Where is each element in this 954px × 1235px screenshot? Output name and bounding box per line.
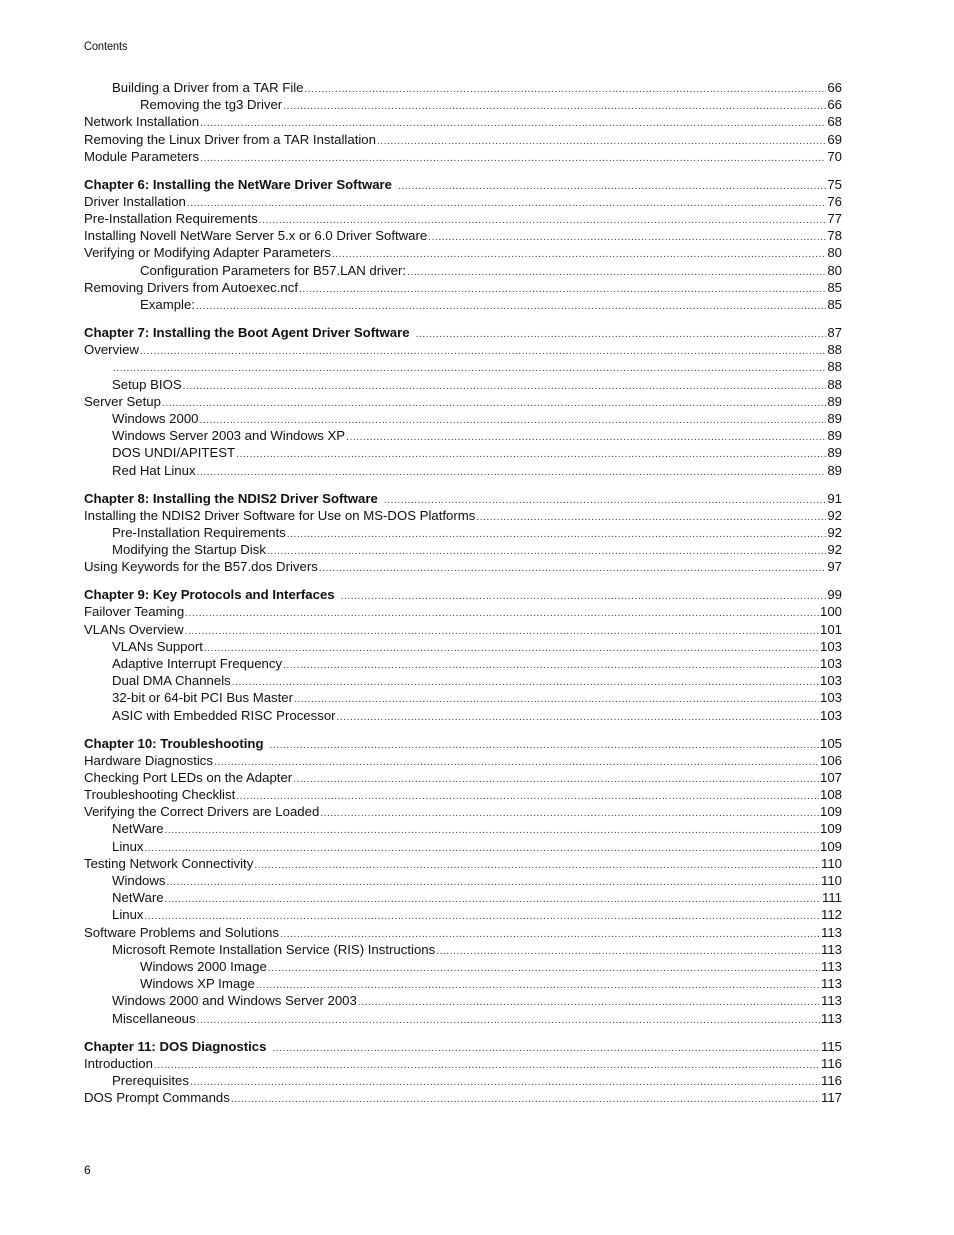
dot-leader bbox=[190, 1074, 820, 1089]
dot-leader bbox=[272, 1040, 819, 1055]
dot-leader bbox=[256, 977, 820, 992]
dot-leader bbox=[231, 1091, 820, 1106]
toc-entry-page: 108 bbox=[819, 787, 842, 803]
toc-chapter-heading[interactable] bbox=[84, 490, 842, 507]
toc-entry[interactable] bbox=[84, 462, 842, 479]
toc-entry-page: 116 bbox=[820, 1072, 842, 1088]
toc-entry-page: 110 bbox=[820, 855, 842, 871]
toc-entry-title: Chapter 10: Troubleshooting bbox=[84, 735, 264, 751]
toc-entry-page: 100 bbox=[819, 604, 842, 620]
toc-entry-title: Chapter 7: Installing the Boot Agent Driver Software bbox=[84, 325, 410, 341]
toc-entry-page: 103 bbox=[819, 656, 842, 671]
dot-leader bbox=[280, 926, 820, 941]
toc-entry[interactable] bbox=[84, 672, 842, 689]
toc-entry-title: Red Hat Linux bbox=[112, 462, 196, 478]
running-header: Contents bbox=[84, 39, 128, 53]
toc-chapter-heading[interactable] bbox=[84, 1038, 842, 1055]
dot-leader bbox=[232, 674, 819, 689]
toc-entry-page: 87 bbox=[827, 325, 842, 341]
toc-entry-page: 103 bbox=[819, 638, 842, 654]
toc-entry-title: Chapter 9: Key Protocols and Interfaces bbox=[84, 587, 335, 603]
toc-entry-page: 89 bbox=[827, 445, 842, 461]
dot-leader bbox=[320, 805, 819, 820]
toc-entry-title: Windows Server 2003 and Windows XP bbox=[112, 428, 346, 444]
dot-leader bbox=[200, 115, 826, 130]
toc-entry-title: Removing the tg3 Driver bbox=[140, 97, 283, 113]
toc-entry[interactable] bbox=[84, 1055, 842, 1072]
toc-entry-title: Windows bbox=[112, 873, 166, 889]
toc-entry[interactable] bbox=[84, 1089, 842, 1106]
toc-entry-title: Modifying the Startup Disk bbox=[112, 542, 266, 558]
toc-entry-title: Configuration Parameters for B57.LAN driver: bbox=[140, 262, 407, 278]
dot-leader bbox=[270, 737, 819, 752]
toc-entry-title: Pre-Installation Requirements bbox=[84, 211, 258, 227]
toc-entry-title: Network Installation bbox=[84, 114, 200, 130]
dot-leader bbox=[145, 840, 819, 855]
toc-entry-title: VLANs Overview bbox=[84, 621, 184, 637]
dot-leader bbox=[145, 908, 820, 923]
toc-entry-title: NetWare bbox=[112, 890, 164, 906]
toc-chapter-heading[interactable] bbox=[84, 735, 842, 752]
toc-entry-title: Using Keywords for the B57.dos Drivers bbox=[84, 559, 318, 575]
toc-entry[interactable] bbox=[84, 558, 842, 575]
toc-entry-page: 113 bbox=[820, 941, 842, 957]
dot-leader bbox=[299, 281, 826, 296]
toc-entry[interactable] bbox=[84, 410, 842, 427]
toc-chapter-heading[interactable] bbox=[84, 324, 842, 341]
dot-leader bbox=[167, 874, 820, 889]
toc-entry-page: 113 bbox=[820, 924, 842, 940]
toc-entry[interactable] bbox=[84, 193, 842, 210]
toc-entry-page: 75 bbox=[827, 176, 842, 192]
toc-entry[interactable] bbox=[84, 838, 842, 855]
dot-leader bbox=[113, 360, 826, 375]
toc-entry[interactable] bbox=[84, 655, 842, 672]
toc-entry-page: 77 bbox=[827, 211, 842, 227]
toc-entry-title: Server Setup bbox=[84, 393, 161, 409]
toc-entry[interactable] bbox=[84, 803, 842, 820]
toc-entry[interactable] bbox=[84, 1072, 842, 1089]
toc-entry-title: Verifying the Correct Drivers are Loaded bbox=[84, 804, 320, 820]
toc-entry-title: Installing the NDIS2 Driver Software for Use on MS-DOS Platforms bbox=[84, 507, 476, 523]
toc-entry-page: 109 bbox=[819, 804, 842, 820]
toc-entry-page: 80 bbox=[827, 245, 842, 261]
dot-leader bbox=[294, 691, 819, 706]
toc-entry-page: 78 bbox=[827, 228, 842, 244]
toc-entry-page: 89 bbox=[827, 428, 842, 444]
toc-entry-title: Setup BIOS bbox=[112, 376, 182, 392]
toc-entry-title: Verifying or Modifying Adapter Parameters bbox=[84, 245, 332, 261]
toc-entry-title: Example: bbox=[140, 297, 195, 313]
toc-entry-title: Hardware Diagnostics bbox=[84, 752, 213, 768]
toc-entry-page: 109 bbox=[819, 821, 842, 837]
toc-entry[interactable] bbox=[84, 603, 842, 620]
toc-entry-title: Miscellaneous bbox=[112, 1010, 196, 1026]
toc-entry-page: 88 bbox=[827, 342, 842, 358]
toc-entry-page: 70 bbox=[827, 148, 842, 164]
toc-entry-page: 88 bbox=[827, 376, 842, 392]
toc-entry-page: 116 bbox=[820, 1055, 842, 1071]
toc-entry-title: Prerequisites bbox=[112, 1072, 189, 1088]
toc-chapter-heading[interactable] bbox=[84, 586, 842, 603]
toc-entry[interactable] bbox=[84, 148, 842, 165]
toc-entry[interactable] bbox=[84, 786, 842, 803]
toc-entry[interactable] bbox=[84, 341, 842, 358]
toc-entry-title: ASIC with Embedded RISC Processor bbox=[112, 707, 336, 723]
toc-entry-title: Building a Driver from a TAR File bbox=[112, 80, 304, 95]
toc-entry[interactable] bbox=[84, 689, 842, 706]
dot-leader bbox=[214, 754, 819, 769]
toc-entry[interactable] bbox=[84, 393, 842, 410]
dot-leader bbox=[165, 891, 821, 906]
page-number: 6 bbox=[84, 1163, 91, 1177]
toc-entry-page: 92 bbox=[827, 507, 842, 523]
toc-entry-title: Testing Network Connectivity bbox=[84, 855, 254, 871]
dot-leader bbox=[183, 378, 827, 393]
toc-entry-page: 117 bbox=[820, 1090, 842, 1106]
toc-entry-page: 110 bbox=[820, 873, 842, 889]
toc-entry-page: 89 bbox=[827, 393, 842, 409]
toc-entry[interactable] bbox=[84, 872, 842, 889]
toc-entry-page: 92 bbox=[827, 542, 842, 558]
dot-leader bbox=[197, 1012, 820, 1027]
dot-leader bbox=[476, 509, 826, 524]
toc-entry-page: 115 bbox=[820, 1038, 842, 1054]
toc-entry-page: 88 bbox=[827, 359, 842, 375]
toc-entry-title: Windows 2000 Image bbox=[140, 958, 267, 974]
toc-entry[interactable] bbox=[84, 924, 842, 941]
toc-entry[interactable] bbox=[84, 889, 842, 906]
toc-entry[interactable] bbox=[84, 262, 842, 279]
dot-leader bbox=[196, 298, 826, 313]
toc-entry-title: Pre-Installation Requirements bbox=[112, 524, 286, 540]
dot-leader bbox=[236, 788, 819, 803]
toc-entry-page: 103 bbox=[819, 673, 842, 689]
dot-leader bbox=[236, 446, 826, 461]
toc-entry-page: 85 bbox=[827, 297, 842, 313]
dot-leader bbox=[140, 343, 826, 358]
toc-entry[interactable] bbox=[84, 279, 842, 296]
toc-entry-page: 89 bbox=[827, 462, 842, 478]
dot-leader bbox=[187, 195, 826, 210]
dot-leader bbox=[337, 709, 819, 724]
toc-entry[interactable] bbox=[84, 507, 842, 524]
toc-entry-page: 99 bbox=[827, 587, 842, 603]
toc-entry[interactable] bbox=[84, 79, 842, 96]
toc-entry[interactable] bbox=[84, 769, 842, 786]
toc-entry-page: 69 bbox=[827, 131, 842, 147]
toc-entry-page: 109 bbox=[819, 838, 842, 854]
toc-entry-page: 66 bbox=[827, 97, 842, 113]
toc-entry-title: DOS UNDI/APITEST bbox=[112, 445, 236, 461]
dot-leader bbox=[332, 246, 826, 261]
dot-leader bbox=[428, 229, 826, 244]
toc-entry[interactable] bbox=[84, 541, 842, 558]
toc-entry[interactable] bbox=[84, 638, 842, 655]
dot-leader bbox=[436, 943, 820, 958]
toc-entry[interactable] bbox=[84, 296, 842, 313]
toc-entry-title: Microsoft Remote Installation Service (RIS) Instructions bbox=[112, 941, 436, 957]
toc-entry[interactable] bbox=[84, 621, 842, 638]
dot-leader bbox=[259, 212, 827, 227]
toc-entry-title: Windows 2000 bbox=[112, 410, 199, 426]
toc-entry[interactable] bbox=[84, 358, 842, 375]
toc-entry-page: 113 bbox=[820, 958, 842, 974]
toc-entry[interactable] bbox=[84, 524, 842, 541]
dot-leader bbox=[197, 464, 827, 479]
dot-leader bbox=[346, 429, 826, 444]
toc-entry-page: 66 bbox=[827, 80, 842, 95]
toc-entry-title: Software Problems and Solutions bbox=[84, 924, 279, 940]
toc-entry-title: Dual DMA Channels bbox=[112, 673, 231, 689]
toc-entry-page: 101 bbox=[819, 621, 842, 637]
dot-leader bbox=[293, 771, 819, 786]
dot-leader bbox=[162, 395, 826, 410]
toc-entry-page: 89 bbox=[827, 410, 842, 426]
toc-entry-title: Removing the Linux Driver from a TAR Installation bbox=[84, 131, 376, 147]
toc-entry[interactable] bbox=[84, 941, 842, 958]
toc-entry[interactable] bbox=[84, 820, 842, 837]
toc-entry-page: 76 bbox=[827, 193, 842, 209]
toc-entry-title: Adaptive Interrupt Frequency bbox=[112, 656, 283, 671]
toc-entry[interactable] bbox=[84, 96, 842, 113]
dot-leader bbox=[305, 81, 827, 96]
toc-entry[interactable] bbox=[84, 244, 842, 261]
dot-leader bbox=[377, 133, 826, 148]
table-of-contents bbox=[84, 79, 842, 1106]
toc-entry-page: 106 bbox=[819, 752, 842, 768]
toc-entry-title: Overview bbox=[84, 342, 139, 358]
dot-leader bbox=[398, 178, 826, 193]
dot-leader bbox=[283, 657, 819, 672]
toc-entry-title: 32-bit or 64-bit PCI Bus Master bbox=[112, 690, 294, 706]
dot-leader bbox=[358, 994, 820, 1009]
toc-entry-title: Failover Teaming bbox=[84, 604, 185, 620]
dot-leader bbox=[407, 264, 826, 279]
toc-entry-page: 113 bbox=[820, 1010, 842, 1026]
toc-entry[interactable] bbox=[84, 958, 842, 975]
toc-entry-page: 107 bbox=[819, 769, 842, 785]
toc-entry-page: 111 bbox=[821, 890, 842, 906]
dot-leader bbox=[204, 640, 819, 655]
toc-entry[interactable] bbox=[84, 992, 842, 1009]
toc-entry-title: Chapter 11: DOS Diagnostics bbox=[84, 1038, 267, 1054]
toc-entry-title: Driver Installation bbox=[84, 193, 186, 209]
toc-entry-page: 92 bbox=[827, 524, 842, 540]
dot-leader bbox=[319, 560, 827, 575]
toc-entry[interactable] bbox=[84, 444, 842, 461]
toc-entry-title: DOS Prompt Commands bbox=[84, 1090, 230, 1106]
toc-entry[interactable] bbox=[84, 707, 842, 724]
toc-entry-title: Introduction bbox=[84, 1055, 153, 1071]
dot-leader bbox=[185, 623, 819, 638]
toc-entry[interactable] bbox=[84, 427, 842, 444]
toc-entry-title: Installing Novell NetWare Server 5.x or 6.0 Driver Software bbox=[84, 228, 428, 244]
toc-entry-page: 80 bbox=[827, 262, 842, 278]
toc-entry-title: Module Parameters bbox=[84, 148, 200, 164]
toc-entry-page: 112 bbox=[820, 907, 842, 923]
toc-entry[interactable] bbox=[84, 131, 842, 148]
toc-entry-page: 113 bbox=[820, 976, 842, 992]
toc-entry-title: Linux bbox=[112, 838, 144, 854]
toc-entry-title: Linux bbox=[112, 907, 144, 923]
dot-leader bbox=[254, 857, 820, 872]
toc-entry[interactable] bbox=[84, 906, 842, 923]
toc-entry[interactable] bbox=[84, 376, 842, 393]
toc-entry-title: Removing Drivers from Autoexec.ncf bbox=[84, 279, 299, 295]
toc-entry-title: Troubleshooting Checklist bbox=[84, 787, 236, 803]
toc-chapter-heading[interactable] bbox=[84, 176, 842, 193]
toc-entry[interactable] bbox=[84, 210, 842, 227]
dot-leader bbox=[283, 98, 826, 113]
dot-leader bbox=[267, 543, 826, 558]
toc-entry[interactable] bbox=[84, 227, 842, 244]
dot-leader bbox=[341, 588, 827, 603]
toc-entry[interactable] bbox=[84, 113, 842, 130]
toc-entry-page: 113 bbox=[820, 993, 842, 1009]
toc-entry-page: 103 bbox=[819, 690, 842, 706]
dot-leader bbox=[287, 526, 827, 541]
dot-leader bbox=[384, 492, 826, 507]
toc-entry-title: Windows 2000 and Windows Server 2003 bbox=[112, 993, 357, 1009]
dot-leader bbox=[165, 822, 819, 837]
toc-entry-page: 103 bbox=[819, 707, 842, 723]
toc-entry[interactable] bbox=[84, 1010, 842, 1027]
toc-entry-page: 68 bbox=[827, 114, 842, 130]
dot-leader bbox=[200, 412, 827, 427]
toc-entry-title: VLANs Support bbox=[112, 638, 203, 654]
toc-entry-page: 105 bbox=[819, 735, 842, 751]
toc-entry-title: Checking Port LEDs on the Adapter bbox=[84, 769, 293, 785]
toc-entry[interactable] bbox=[84, 855, 842, 872]
dot-leader bbox=[185, 605, 819, 620]
toc-entry-page: 85 bbox=[827, 279, 842, 295]
toc-entry-title: NetWare bbox=[112, 821, 164, 837]
toc-entry-page: 97 bbox=[827, 559, 842, 575]
dot-leader bbox=[268, 960, 820, 975]
dot-leader bbox=[416, 326, 827, 341]
dot-leader bbox=[200, 150, 826, 165]
toc-entry-page: 91 bbox=[827, 490, 842, 506]
toc-entry[interactable] bbox=[84, 975, 842, 992]
dot-leader bbox=[154, 1057, 820, 1072]
toc-entry-title: Chapter 8: Installing the NDIS2 Driver Software bbox=[84, 490, 378, 506]
toc-entry-title: Chapter 6: Installing the NetWare Driver Software bbox=[84, 176, 393, 192]
toc-entry-title: Windows XP Image bbox=[140, 976, 255, 992]
toc-entry[interactable] bbox=[84, 752, 842, 769]
